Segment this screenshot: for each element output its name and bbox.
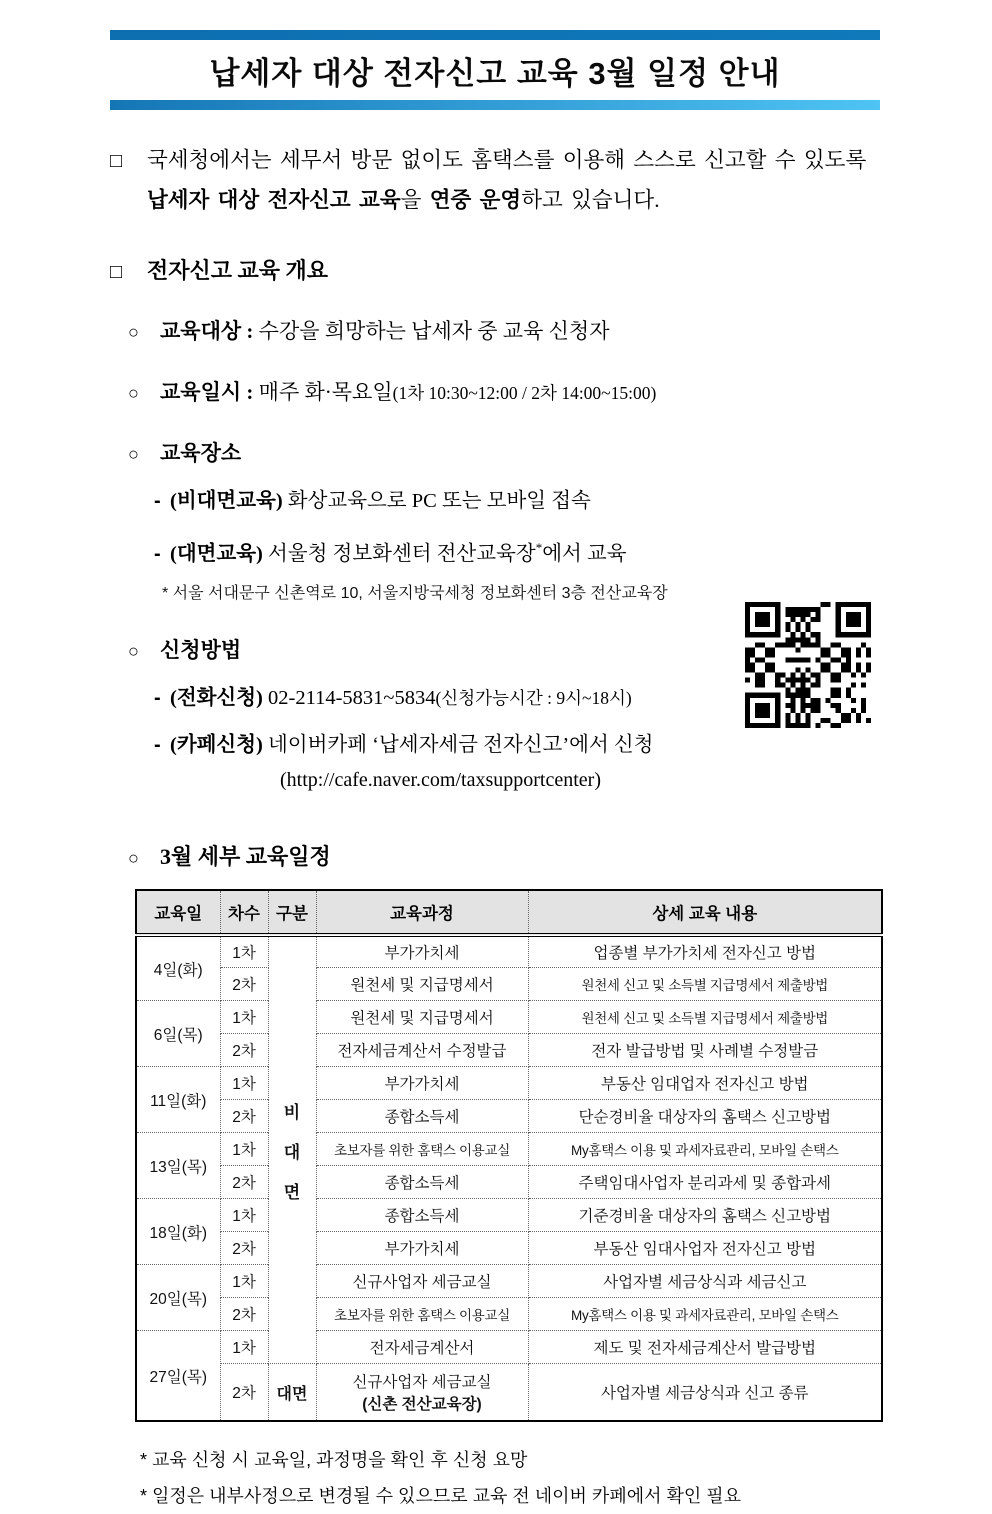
course-cell: 부가가치세 <box>316 935 528 968</box>
column-header: 상세 교육 내용 <box>528 890 882 935</box>
place-item <box>128 437 880 470</box>
session-cell: 2차 <box>220 1232 268 1265</box>
table-row <box>136 1001 882 1034</box>
category-inperson-cell: 대면 <box>268 1364 316 1421</box>
table-header-row <box>136 890 882 935</box>
place-face-value-tail: 에서 교육 <box>542 542 627 565</box>
course-cell: 부가가치세 <box>316 1067 528 1100</box>
circle-bullet-icon: ○ <box>128 640 139 661</box>
detail-cell: 원천세 신고 및 소득별 지급명세서 제출방법 <box>528 1001 882 1034</box>
session-cell: 2차 <box>220 1034 268 1067</box>
square-bullet-icon: □ <box>110 150 123 172</box>
intro-text <box>147 140 880 220</box>
table-row <box>136 1298 882 1331</box>
place-face-item <box>154 532 880 570</box>
colon: : <box>241 380 259 404</box>
detail-cell: 부동산 임대업자 전자신고 방법 <box>528 1067 882 1100</box>
course-cell: 종합소득세 <box>316 1100 528 1133</box>
phone-number: 02-2114-5831~5834 <box>268 686 436 709</box>
column-header: 교육과정 <box>316 890 528 935</box>
colon: : <box>241 319 259 343</box>
phone-hours: (신청가능시간 : 9시~18시) <box>435 687 632 708</box>
detail-cell: 원천세 신고 및 소득별 지급명세서 제출방법 <box>528 968 882 1001</box>
course-cell: 전자세금계산서 수정발급 <box>316 1034 528 1067</box>
apply-label: 신청방법 <box>160 637 242 662</box>
course-cell: 전자세금계산서 <box>316 1331 528 1364</box>
cafe-url: (http://cafe.naver.com/taxsupportcenter) <box>280 768 601 791</box>
detail-cell: 사업자별 세금상식과 신고 종류 <box>528 1364 882 1421</box>
date-cell: 13일(목) <box>136 1133 220 1199</box>
session-cell: 2차 <box>220 1298 268 1331</box>
course-cell: 부가가치세 <box>316 1232 528 1265</box>
schedule-heading-text: 3월 세부 교육일정 <box>160 843 331 869</box>
table-row <box>136 1364 882 1421</box>
schedule-heading <box>128 840 880 871</box>
document-page <box>110 30 880 1514</box>
dash-bullet-icon: - <box>154 542 161 565</box>
circle-bullet-icon: ○ <box>128 444 139 464</box>
place-label: 교육장소 <box>160 441 242 465</box>
title-bar-top <box>110 30 880 40</box>
session-cell: 2차 <box>220 1364 268 1421</box>
table-row <box>136 1034 882 1067</box>
apply-cafe-label: (카페신청) <box>170 733 263 756</box>
place-nonface-value: 화상교육으로 PC 또는 모바일 접속 <box>287 490 591 512</box>
session-cell: 2차 <box>220 968 268 1001</box>
table-row <box>136 1199 882 1232</box>
intro-seg-bold: 납세자 대상 전자신고 교육 <box>147 188 401 212</box>
apply-phone-label: (전화신청) <box>170 686 263 709</box>
datetime-times: (1차 10:30~12:00 / 2차 14:00~15:00) <box>392 383 657 403</box>
detail-cell: 제도 및 전자세금계산서 발급방법 <box>528 1331 882 1364</box>
dash-bullet-icon: - <box>154 686 161 709</box>
schedule-table <box>135 889 883 1422</box>
datetime-value: 매주 화·목요일 <box>258 380 393 404</box>
intro-paragraph <box>110 140 880 220</box>
course-cell: 신규사업자 세금교실 <box>316 1265 528 1298</box>
apply-cafe-item <box>154 729 880 761</box>
table-row <box>136 1133 882 1166</box>
course-cell: 신규사업자 세금교실 (신촌 전산교육장) <box>316 1364 528 1421</box>
square-bullet-icon: □ <box>110 261 123 283</box>
session-cell: 1차 <box>220 1331 268 1364</box>
target-label: 교육대상 <box>160 319 242 343</box>
footnote: * 교육 신청 시 교육일, 과정명을 확인 후 신청 요망 <box>140 1449 528 1470</box>
course-cell: 초보자를 위한 홈택스 이용교실 <box>316 1298 528 1331</box>
circle-bullet-icon: ○ <box>128 847 139 868</box>
date-cell: 27일(목) <box>136 1331 220 1421</box>
session-cell: 1차 <box>220 1133 268 1166</box>
place-nonface-text <box>170 485 880 517</box>
column-header: 차수 <box>220 890 268 935</box>
session-cell: 1차 <box>220 1067 268 1100</box>
detail-cell: 부동산 임대사업자 전자신고 방법 <box>528 1232 882 1265</box>
datetime-text <box>160 376 880 409</box>
place-face-label: (대면교육) <box>170 542 263 565</box>
course-cell: 종합소득세 <box>316 1199 528 1232</box>
place-face-text <box>170 532 880 570</box>
target-text <box>160 315 880 347</box>
dash-bullet-icon: - <box>154 733 161 756</box>
date-cell: 4일(화) <box>136 935 220 1001</box>
intro-seg: 국세청에서는 세무서 방문 없이도 홈택스를 이용해 스스로 신고할 수 있도록 <box>147 148 867 172</box>
intro-seg-bold: 연중 운영 <box>429 188 522 212</box>
column-header: 교육일 <box>136 890 220 935</box>
datetime-item <box>128 376 880 409</box>
apply-cafe-text <box>170 729 880 761</box>
course-cell: 초보자를 위한 홈택스 이용교실 <box>316 1133 528 1166</box>
session-cell: 2차 <box>220 1100 268 1133</box>
dash-bullet-icon: - <box>154 490 161 512</box>
course-cell: 원천세 및 지급명세서 <box>316 968 528 1001</box>
target-item <box>128 315 880 348</box>
footnotes <box>140 1442 880 1514</box>
table-row <box>136 1166 882 1199</box>
target-value: 수강을 희망하는 납세자 중 교육 신청자 <box>258 319 610 343</box>
circle-bullet-icon: ○ <box>128 383 139 403</box>
detail-cell: 사업자별 세금상식과 세금신고 <box>528 1265 882 1298</box>
detail-cell: 단순경비율 대상자의 홈택스 신고방법 <box>528 1100 882 1133</box>
table-row <box>136 1232 882 1265</box>
column-header: 구분 <box>268 890 316 935</box>
overview-heading <box>110 256 880 287</box>
detail-cell: 업종별 부가가치세 전자신고 방법 <box>528 935 882 968</box>
datetime-label: 교육일시 <box>160 380 242 404</box>
table-row <box>136 1265 882 1298</box>
detail-cell: 기준경비율 대상자의 홈택스 신고방법 <box>528 1199 882 1232</box>
footnote: * 일정은 내부사정으로 변경될 수 있으므로 교육 전 네이버 카페에서 확인 필요 <box>140 1485 742 1506</box>
overview-heading-text: 전자신고 교육 개요 <box>147 258 329 283</box>
date-cell: 20일(목) <box>136 1265 220 1331</box>
intro-seg: 하고 있습니다. <box>521 188 660 212</box>
place-address-note: * 서울 서대문구 신촌역로 10, 서울지방국세청 정보화센터 3층 전산교육장 <box>162 584 668 602</box>
apply-cafe-value: 네이버카페 ‘납세자세금 전자신고’에서 신청 <box>268 733 654 756</box>
session-cell: 1차 <box>220 935 268 968</box>
session-cell: 2차 <box>220 1166 268 1199</box>
table-row <box>136 1067 882 1100</box>
course-cell: 종합소득세 <box>316 1166 528 1199</box>
date-cell: 6일(목) <box>136 1001 220 1067</box>
circle-bullet-icon: ○ <box>128 322 139 342</box>
detail-cell: My홈택스 이용 및 과세자료관리, 모바일 손택스 <box>528 1133 882 1166</box>
table-row <box>136 935 882 968</box>
title-bar-bottom <box>110 100 880 110</box>
table-row <box>136 1100 882 1133</box>
session-cell: 1차 <box>220 1199 268 1232</box>
date-cell: 18일(화) <box>136 1199 220 1265</box>
detail-cell: 전자 발급방법 및 사례별 수정발금 <box>528 1034 882 1067</box>
date-cell: 11일(화) <box>136 1067 220 1133</box>
detail-cell: My홈택스 이용 및 과세자료관리, 모바일 손택스 <box>528 1298 882 1331</box>
intro-seg: 을 <box>400 188 430 212</box>
detail-cell: 주택임대사업자 분리과세 및 종합과세 <box>528 1166 882 1199</box>
place-nonface-label: (비대면교육) <box>170 490 283 512</box>
table-row <box>136 1331 882 1364</box>
place-face-value: 서울청 정보화센터 전산교육장 <box>268 542 536 565</box>
page-title: 납세자 대상 전자신고 교육 3월 일정 안내 <box>209 56 781 91</box>
course-cell: 원천세 및 지급명세서 <box>316 1001 528 1034</box>
session-cell: 1차 <box>220 1001 268 1034</box>
qr-code <box>745 602 871 728</box>
category-remote-cell: 비 대 면 <box>268 935 316 1364</box>
place-nonface-item <box>154 485 880 517</box>
asterisk-marker: * <box>535 540 543 555</box>
table-row <box>136 968 882 1001</box>
title-banner <box>110 30 880 110</box>
session-cell: 1차 <box>220 1265 268 1298</box>
